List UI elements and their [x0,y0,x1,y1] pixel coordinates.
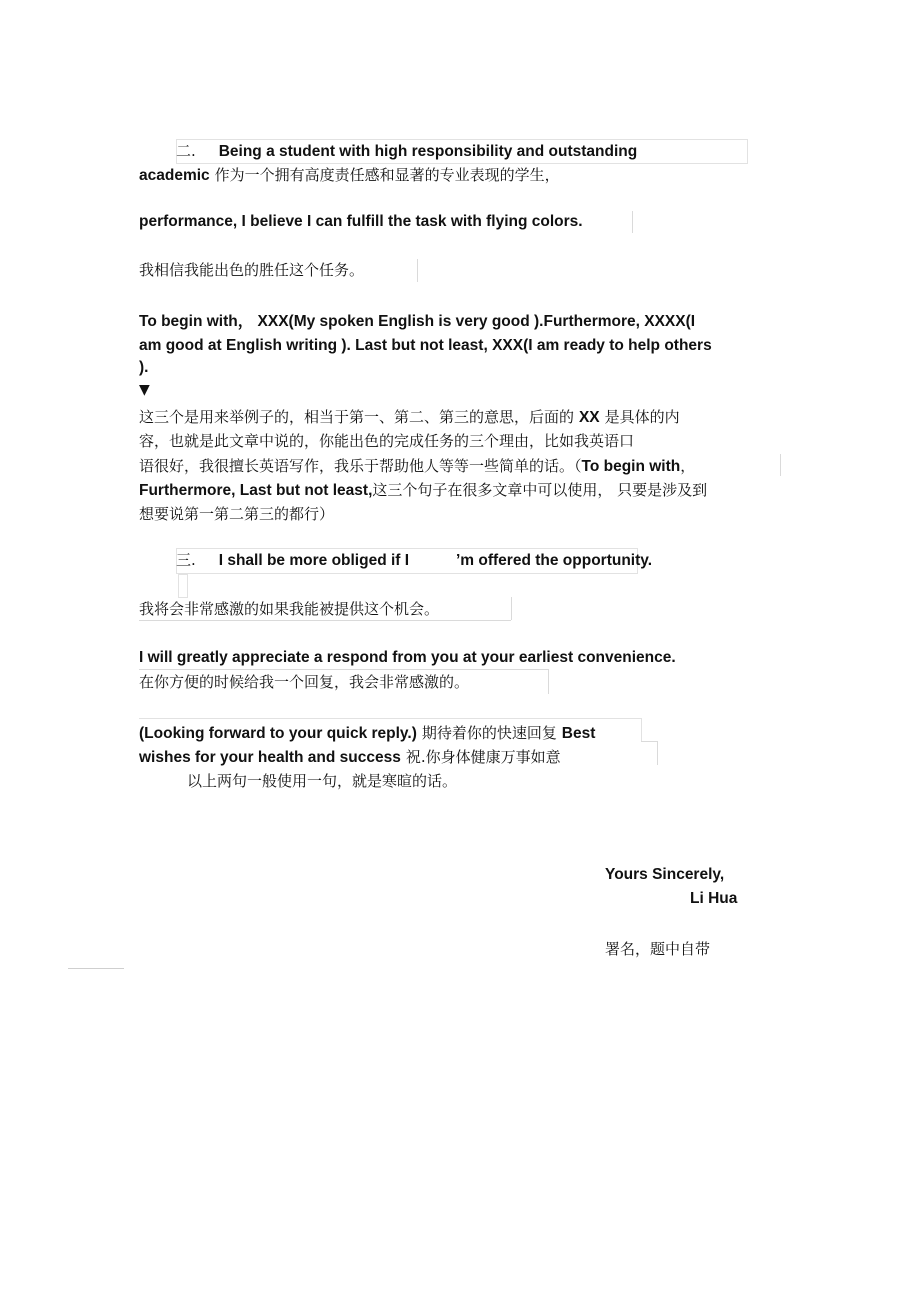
section-2-line-4: 我相信我能出色的胜任这个任务。 [139,261,365,279]
closing-line-2: wishes for your health and success 祝.你身体健康万事如意 [139,748,561,766]
explanation-line-5: 想要说第一第二第三的都行） [139,505,335,523]
section-2-heading [176,140,637,163]
signature-note: 署名，题中自带 [605,940,711,958]
page-divider [68,968,124,969]
section-2-line-3: performance, I believe I can fulfill the task with flying colors. [139,213,583,230]
section-3-chinese: 我将会非常感激的如果我能被提供这个机会。 [139,600,440,618]
heading-text: Being a student with high responsibility and outstanding [218,143,638,160]
explanation-line-1: 这三个是用来举例子的，相当于第一、第二、第三的意思，后面的 XX 是具体的内 [139,408,680,426]
section-number: 二. [176,142,196,160]
signature-closing: Yours Sincerely, [605,866,725,883]
appreciate-chinese: 在你方便的时候给我一个回复，我会非常感激的。 [139,673,470,691]
triangle-marker-icon: ▼ [139,382,150,398]
examples-line-2: am good at English writing ). Last but not least, XXX(I am ready to help others [139,337,712,354]
section-2-line-2: academic 作为一个拥有高度责任感和显著的专业表现的学生， [139,166,560,184]
closing-line-1: (Looking forward to your quick reply.) 期待着你的快速回复 Best [139,724,596,742]
closing-line-3: 以上两句一般使用一句，就是寒暄的话。 [187,772,458,790]
explanation-line-3: 语很好，我很擅长英语写作，我乐于帮助他人等等一些简单的话。（To begin with， [139,457,696,475]
explanation-line-4: Furthermore, Last but not least,这三个句子在很多文章中可以使用， 只要是涉及到 [139,481,708,499]
section-number: 三. [176,551,196,569]
signature-name: Li Hua [690,890,738,907]
section-3-heading: 三. I shall be more obliged if I ’m offered the opportunity. [176,551,653,569]
examples-line-1: To begin with， XXX(My spoken English is very good ).Furthermore, XXXX(I [139,313,696,330]
explanation-line-2: 容，也就是此文章中说的，你能出色的完成任务的三个理由，比如我英语口 [139,432,635,450]
appreciate-english: I will greatly appreciate a respond from you at your earliest convenience. [139,649,676,666]
examples-line-3: ). [139,359,149,376]
